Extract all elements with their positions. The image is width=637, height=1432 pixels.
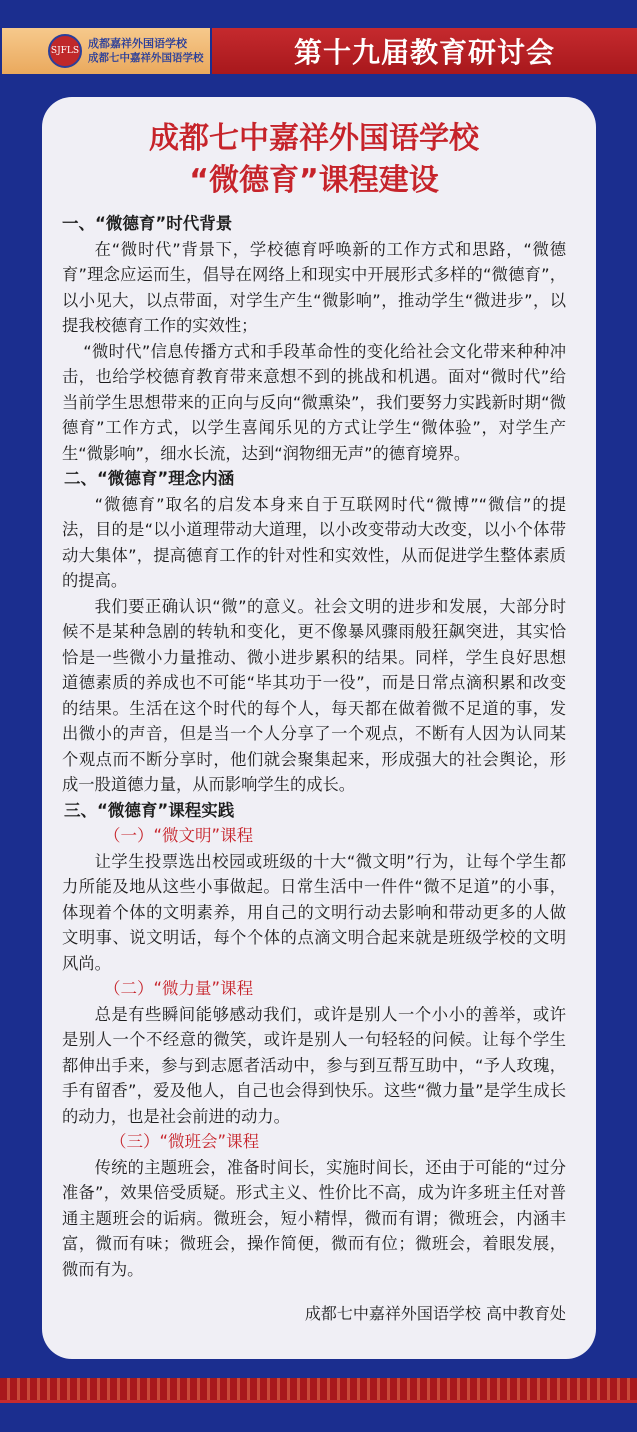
decorative-bottom-band bbox=[0, 1378, 637, 1400]
subsection-paragraph: 让学生投票选出校园或班级的十大“微文明”行为，让每个学生都力所能及地从这些小事做起。日常生活中一件件“微不足道”的小事，体现着个体的文明素养，用自己的文明行动去影响和带动更多的人做文明事、说文明话，每个个体的点滴文明合起来就是班级学校的文明风尚。 bbox=[62, 851, 566, 973]
section-paragraph: “微德育”取名的启发本身来自于互联网时代“微博”“微信”的提法，目的是“以小道理带动大道理，以小改变带动大改变，以小个体带动大集体”，提高德育工作的针对性和实效性，从而促进学生整体素质的提高。 bbox=[62, 494, 566, 590]
logo-line-1: 成都嘉祥外国语学校 bbox=[88, 37, 187, 50]
subsection-heading: （二）“微力量”课程 bbox=[104, 979, 254, 998]
signature: 成都七中嘉祥外国语学校 高中教育处 bbox=[304, 1304, 566, 1323]
section-paragraph: 我们要正确认识“微”的意义。社会文明的进步和发展，大部分时候不是某种急剧的转轨和变化，更不像暴风骤雨般狂飙突进，其实恰恰是一些微小力量推动、微小进步累积的结果。同样，学生良好思想道德素质的养成也不可能“毕其功于一役”，而是日常点滴积累和改变的结果。生活在这个时代的每个人，每天都在做着微不足道的事，发出微小的声音，但是当一个人分享了一个观点，不断有人因为认同某个观点而不断分享时，他们就会聚集起来，形成强大的社会舆论，形成一股道德力量，从而影响学生的成长。 bbox=[62, 596, 566, 794]
subsection-heading: （一）“微文明”课程 bbox=[104, 826, 254, 845]
section-heading: 一、“微德育”时代背景 bbox=[62, 214, 233, 233]
section-heading: 二、“微德育”理念内涵 bbox=[64, 469, 235, 488]
logo-text bbox=[88, 37, 204, 65]
section-paragraph: “微时代”信息传播方式和手段革命性的变化给社会文化带来种种冲击，也给学校德育教育带来意想不到的挑战和机遇。面对“微时代”给当前学生思想带来的正向与反向“微熏染”，我们要努力实践新时期“微德育”工作方式，以学生喜闻乐见的方式让学生“微体验”，对学生产生“微影响”，细水长流，达到“润物细无声”的德育境界。 bbox=[62, 341, 566, 463]
header-title-bar bbox=[212, 28, 637, 74]
section-heading: 三、“微德育”课程实践 bbox=[64, 800, 235, 820]
content-panel bbox=[42, 97, 596, 1359]
school-emblem-icon: SJFLS bbox=[48, 34, 82, 68]
subsection-heading: （三）“微班会”课程 bbox=[110, 1132, 260, 1151]
conference-title: 第十九届教育研讨会 bbox=[293, 36, 555, 69]
poster-title-school: 成都七中嘉祥外国语学校 bbox=[149, 121, 479, 156]
subsection-paragraph: 总是有些瞬间能够感动我们，或许是别人一个小小的善举，或许是别人一个不经意的微笑，或许是别人一句轻轻的问候。让每个学生都伸出手来，参与到志愿者活动中，参与到互帮互助中，“予人玫瑰，手有留香”，爱及他人，自己也会得到快乐。这些“微力量”是学生成长的动力，也是社会前进的动力。 bbox=[62, 1004, 566, 1126]
logo-line-2: 成都七中嘉祥外国语学校 bbox=[88, 52, 204, 64]
header bbox=[0, 0, 637, 76]
subsection-paragraph: 传统的主题班会，准备时间长，实施时间长，还由于可能的“过分准备”，效果倍受质疑。形式主义、性价比不高，成为许多班主任对普通主题班会的诟病。微班会，短小精悍，微而有谓；微班会，内涵丰富，微而有味；微班会，操作简便，微而有位；微班会，着眼发展，微而有为。 bbox=[62, 1157, 566, 1279]
poster-title-course: “微德育”课程建设 bbox=[189, 163, 439, 198]
decorative-divider bbox=[0, 1400, 637, 1403]
poster-body bbox=[62, 211, 566, 1282]
section-paragraph: 在“微时代”背景下，学校德育呼唤新的工作方式和思路，“微德育”理念应运而生，倡导在网络上和现实中开展形式多样的“微德育”，以小见大，以点带面，对学生产生“微影响”，推动学生“微进步”，以提我校德育工作的实效性； bbox=[62, 239, 566, 335]
school-logo bbox=[2, 28, 210, 74]
